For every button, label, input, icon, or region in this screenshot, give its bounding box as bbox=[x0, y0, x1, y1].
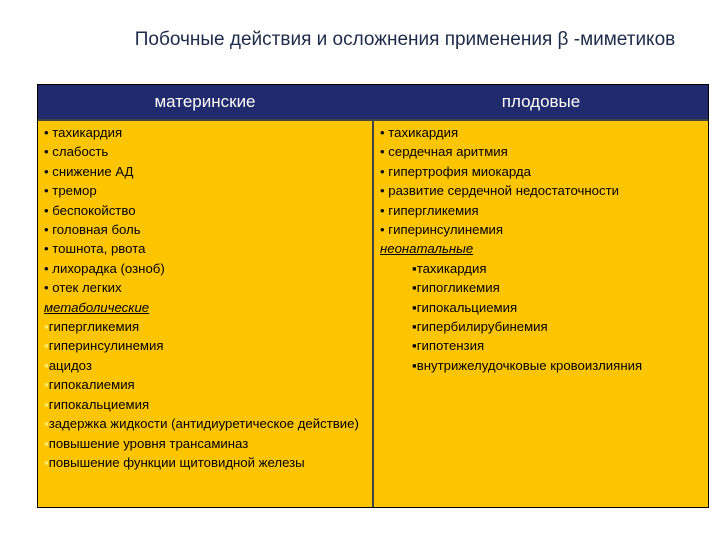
list-item: • лихорадка (озноб) bbox=[44, 260, 165, 276]
list-item: ▪ ацидоз bbox=[44, 356, 366, 375]
side-effects-table bbox=[37, 84, 709, 508]
fetal-column bbox=[374, 121, 708, 507]
list-item: • сердечная аритмия bbox=[380, 144, 508, 160]
list-item: ▪ задержка жидкости (антидиуретическое действие) bbox=[44, 414, 366, 433]
list-item: • слабость bbox=[44, 144, 109, 160]
list-item: ▪ гипергликемия bbox=[44, 317, 366, 336]
header-maternal: материнские bbox=[154, 92, 256, 111]
list-item: • развитие сердечной недостаточности bbox=[380, 183, 620, 199]
list-item: • снижение АД bbox=[44, 163, 134, 179]
table-header bbox=[38, 85, 708, 119]
metabolic-heading: метаболические bbox=[44, 299, 150, 315]
list-item: ▪ повышение уровня трансаминаз bbox=[44, 434, 366, 453]
list-item: • головная боль bbox=[44, 222, 141, 238]
list-item: • отек легких bbox=[44, 280, 122, 296]
slide-title: Побочные действия и осложнения применения β -миметиков bbox=[134, 29, 676, 50]
list-item: ▪ гиперинсулинемия bbox=[44, 336, 366, 355]
header-fetal: плодовые bbox=[501, 92, 581, 111]
list-item: ▪ гипотензия bbox=[380, 336, 702, 355]
list-item: • гиперинсулинемия bbox=[380, 222, 504, 238]
list-item: ▪ повышение функции щитовидной железы bbox=[44, 453, 366, 472]
list-item: ▪ тахикардия bbox=[380, 259, 702, 278]
neonatal-heading: неонатальные bbox=[380, 241, 474, 257]
list-item: ▪ внутрижелудочковые кровоизлияния bbox=[380, 356, 702, 375]
list-item: • тремор bbox=[44, 183, 97, 199]
list-item: • тахикардия bbox=[380, 125, 459, 140]
list-item: • тошнота, рвота bbox=[44, 241, 146, 257]
list-item: • тахикардия bbox=[44, 125, 123, 140]
list-item: ▪ гипокальциемия bbox=[380, 298, 702, 317]
list-item: • гипергликемия bbox=[380, 202, 479, 218]
list-item: ▪ гипокалиемия bbox=[44, 375, 366, 394]
maternal-column bbox=[38, 121, 372, 507]
list-item: • гипертрофия миокарда bbox=[380, 163, 531, 179]
list-item: ▪ гипокальциемия bbox=[44, 395, 366, 414]
list-item: ▪ гипогликемия bbox=[380, 278, 702, 297]
table-body bbox=[38, 121, 708, 507]
list-item: • беспокойство bbox=[44, 202, 136, 218]
list-item: ▪ гипербилирубинемия bbox=[380, 317, 702, 336]
